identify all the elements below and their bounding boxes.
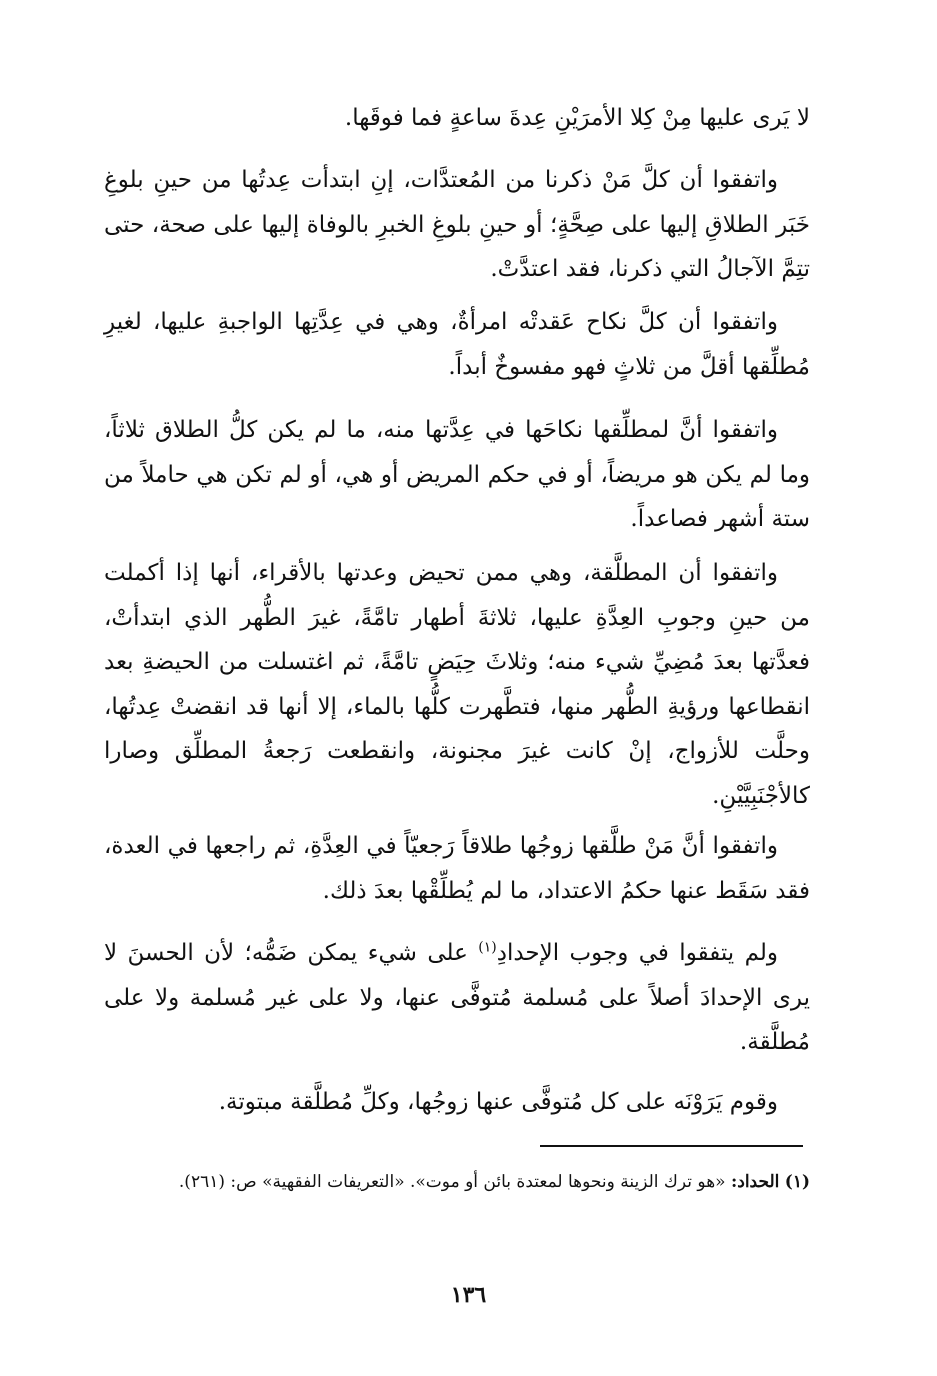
main-text <box>104 158 810 292</box>
footnote-number: (١) <box>784 1172 810 1192</box>
footnote-reference[interactable]: (١) <box>478 939 497 956</box>
main-text <box>104 1080 810 1125</box>
main-text <box>104 96 810 141</box>
paragraph-3: واتفقوا أن كلَّ نكاح عَقدتْه امرأةٌ، وهي في عِدَّتِها الواجبةِ عليها، لغيرِ مُطلِّقها أقلَّ من ثلاثٍ فهو مفسوخٌ أبداً. <box>104 309 810 380</box>
main-text <box>104 408 810 542</box>
main-text <box>104 824 810 913</box>
main-text <box>104 551 810 818</box>
paragraph-6: واتفقوا أنَّ مَنْ طلَّقها زوجُها طلاقاً رَجعيّاً في العِدَّةِ، ثم راجعها في العدة، فقد سَقَط عنها حكمُ الاعتداد، ما لم يُطلِّقْها بعدَ ذلك. <box>104 833 810 904</box>
footnote <box>104 1160 810 1204</box>
main-text <box>104 300 810 389</box>
page-number: ١٣٦ <box>450 1282 487 1308</box>
footnote-text: «هو ترك الزينة ونحوها لمعتدة بائن أو موت». «التعريفات الفقهية» ص: (٢٦١). <box>178 1172 731 1192</box>
paragraph-2: واتفقوا أن كلَّ مَنْ ذكرنا من المُعتدَّات، إنِ ابتدأت عِدتُها من حينِ بلوغِ خَبَر الطلاقِ إليها على صِحَّةٍ؛ أو حينِ بلوغِ الخبرِ بالوفاة إليها على صحة، حتى تتِمَّ الآجالُ التي ذكرنا، فقد اعتدَّتْ. <box>104 167 810 282</box>
footnote-divider <box>540 1145 803 1147</box>
paragraph-5: واتفقوا أن المطلَّقة، وهي ممن تحيض وعدتها بالأقراء، أنها إذا أكملت من حينِ وجوبِ العِدَّةِ عليها، ثلاثةَ أطهار تامَّةً، غيرَ الطُّهر الذي ابتدأتْ، فعدَّتها بعدَ مُضِيِّ شيء منه؛ وثلاثَ حِيَضٍ تامَّةً، ثم اغتسلت من الحيضةِ بعد انقطاعها ورؤيةِ الطُّهر منها، فتطَّهرت كلُّها بالماء، إلا أنها قد انقضتْ عِدتُها، وحلَّت للأزواج، إنْ كانت غيرَ مجنونة، وانقطعت رَجعةُ المطلِّق وصارا كالأجْنَبِيَّيْنِ. <box>104 560 810 809</box>
paragraph-7-start: ولم يتفقوا في وجوب الإحدادِ <box>496 940 778 966</box>
footnote-term: الحداد: <box>730 1172 780 1192</box>
paragraph-7-end: على شيء يمكن ضَمُّه؛ لأن الحسنَ لا يرى الإحدادَ أصلاً على مُسلمة مُتوفَّى عنها، ولا على غير مُسلمة ولا على مُطلَّقة. <box>104 940 810 1055</box>
paragraph-4: واتفقوا أنَّ لمطلِّقها نكاحَها في عِدَّتها منه، ما لم يكن كلُّ الطلاق ثلاثاً، وما لم يكن هو مريضاً، أو في حكم المريض أو هي، أو لم تكن هي حاملاً من ستة أشهر فصاعداً. <box>104 417 810 532</box>
paragraph-7 <box>104 931 810 1065</box>
paragraph-8: وقوم يَرَوْنَه على كل مُتوفَّى عنها زوجُها، وكلِّ مُطلَّقة مبتوتة. <box>218 1089 778 1115</box>
main-text <box>104 931 810 1065</box>
paragraph-1: لا يَرى عليها مِنْ كِلا الأمرَيْنِ عِدةَ ساعةٍ فما فوقَها. <box>344 105 810 131</box>
